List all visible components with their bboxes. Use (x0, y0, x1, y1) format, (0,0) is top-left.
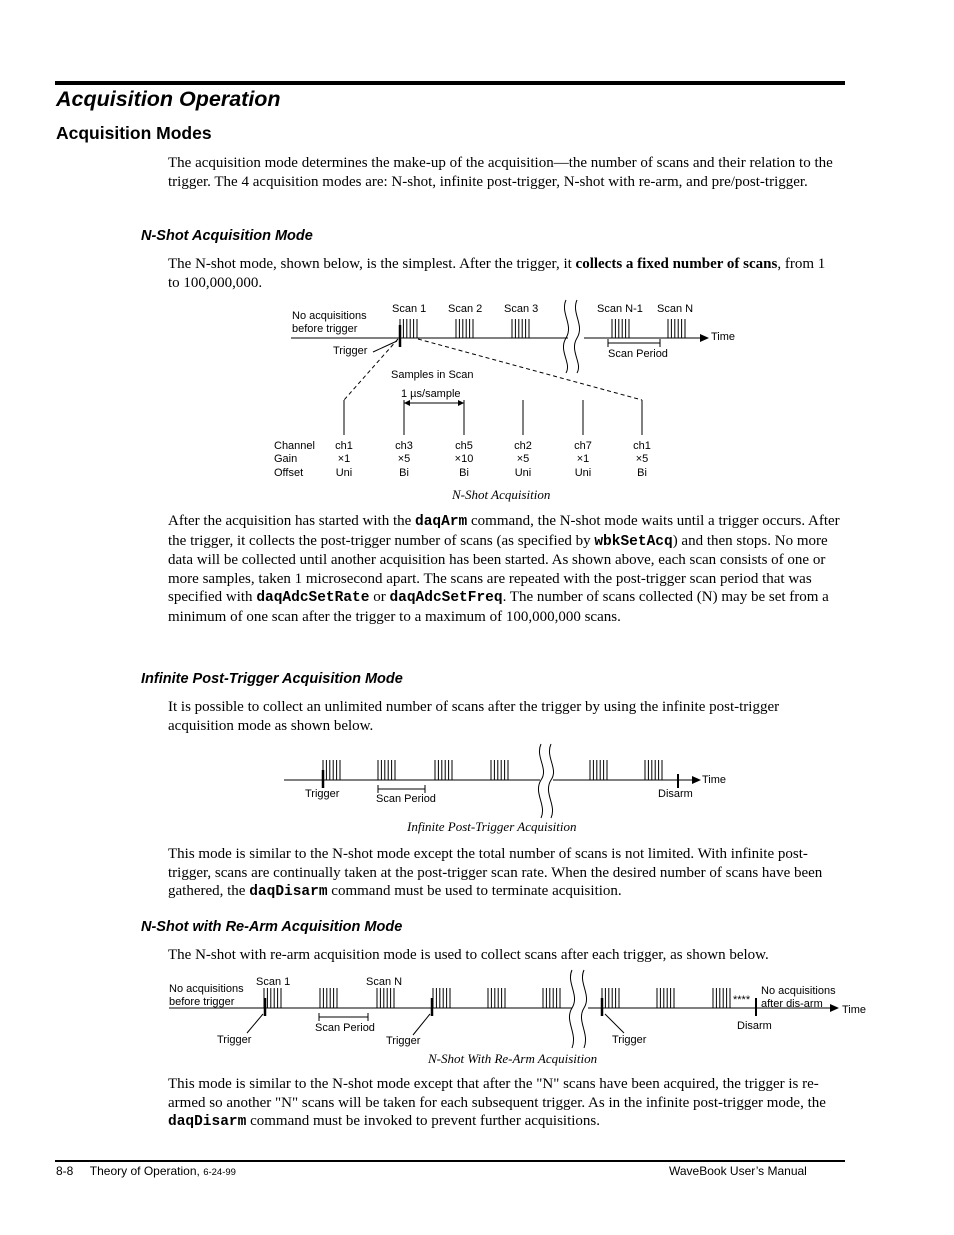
rearm-stars: **** (733, 994, 751, 1006)
channel-3-offset: Bi (459, 467, 469, 479)
infinite-scan-ticks (323, 760, 662, 780)
nshot-paragraph-2 (168, 512, 840, 626)
infinite-p2-t1: This mode is similar to the N-shot mode except the total number of scans is not limited. With infinite post-trigger, scans are continually taken at the post-trigger scan rate. When the desired number of scans have been gathered, the (168, 846, 823, 899)
nshot-scan-n-1: Scan N-1 (597, 303, 643, 315)
rearm-scan-period-label: Scan Period (315, 1022, 375, 1034)
rearm-trigger-label-2: Trigger (386, 1035, 421, 1047)
nshot-p1-text-b: , from 1 to 100,000,000. (168, 256, 826, 291)
rearm-after-disarm-line1: No acquisitions (761, 985, 836, 997)
nshot-p2-t2: command, the N-shot mode waits until a trigger occurs. After the trigger, it collects the post-trigger number of scans (as specified by (168, 513, 840, 549)
code-daqadcsetfreq: daqAdcSetFreq (389, 590, 503, 606)
infinite-paragraph-2 (168, 845, 840, 902)
rearm-time-label: Time (842, 1004, 867, 1016)
infinite-trigger-label: Trigger (305, 788, 340, 800)
infinite-title: Infinite Post-Trigger Acquisition Mode (141, 671, 403, 687)
row-label-gain: Gain (274, 453, 298, 465)
infinite-scan-period-label: Scan Period (376, 793, 436, 805)
channel-4-offset: Uni (514, 467, 532, 479)
nshot-p2-t3: ) and then stops. No more data will be collected until another acquisition has been started. As shown above, each scan consists of one or more samples, taken 1 microsecond apart. The scans are repeated with the post-trigger scan period that was specified with (168, 532, 828, 605)
channel-3-gain: ×10 (454, 453, 474, 465)
nshot-paragraph-1 (168, 255, 840, 292)
nshot-time-label: Time (711, 331, 736, 343)
nshot-samples-label: Samples in Scan (391, 369, 474, 381)
nshot-p2-t5: . The number of scans collected (N) may be set from a minimum of one scan after the trigger to a maximum of 100,000,000 scans. (168, 589, 829, 625)
channel-6-gain: ×5 (635, 453, 649, 465)
channel-1-gain: ×1 (337, 453, 351, 465)
rearm-scan-1: Scan 1 (256, 976, 291, 988)
channel-2-name: ch3 (395, 440, 413, 452)
row-label-offset: Offset (274, 467, 304, 479)
infinite-disarm-label: Disarm (658, 788, 693, 800)
footer-right: WaveBook User’s Manual (669, 1164, 807, 1178)
rearm-p2-t1: This mode is similar to the N-shot mode except that after the "N" scans have been acquired, the trigger is re-armed so another "N" scans will be taken for each subsequent trigger. As in the infinite post-trigger mode, the (168, 1076, 826, 1111)
rearm-paragraph-1: The N-shot with re-arm acquisition mode is used to collect scans after each trigger, as shown below. (168, 947, 769, 963)
channel-1-name: ch1 (335, 440, 353, 452)
rearm-caption: N-Shot With Re-Arm Acquisition (428, 1051, 598, 1066)
rearm-disarm-label: Disarm (737, 1020, 772, 1032)
channel-5-name: ch7 (574, 440, 592, 452)
code-wbksetacq: wbkSetAcq (594, 533, 673, 550)
bottom-rule (55, 1160, 845, 1162)
channel-2-offset: Bi (399, 467, 409, 479)
channel-6-offset: Bi (637, 467, 647, 479)
row-label-channel: Channel (274, 440, 315, 452)
intro-paragraph: The acquisition mode determines the make-up of the acquisition—the number of scans and their relation to the trigger. The 4 acquisition modes are: N-shot, infinite post-trigger, N-shot with re-arm, and pre/post-trigger. (168, 155, 833, 190)
rearm-trigger-label-3: Trigger (612, 1034, 647, 1046)
rearm-title: N-Shot with Re-Arm Acquisition Mode (141, 919, 403, 935)
code-daqarm: daqArm (415, 514, 468, 530)
channel-2-gain: ×5 (397, 453, 411, 465)
nshot-caption: N-Shot Acquisition (452, 487, 551, 502)
nshot-p1-bold: collects a fixed number of scans (575, 256, 778, 272)
rearm-trigger-label-1: Trigger (217, 1034, 252, 1046)
code-daqadcsetrate: daqAdcSetRate (256, 590, 370, 606)
rearm-no-acq-line1: No acquisitions (169, 983, 244, 995)
infinite-paragraph-1: It is possible to collect an unlimited number of scans after the trigger by using the infinite post-trigger acquisition mode as shown below. (168, 699, 780, 734)
nshot-no-acq-line1: No acquisitions (292, 310, 367, 322)
channel-5-gain: ×1 (576, 453, 590, 465)
footer-page-label: 8-8 Theory of Operation, (56, 1164, 204, 1178)
rearm-diagram (0, 968, 954, 1058)
footer-left (56, 1164, 236, 1178)
rearm-after-disarm-line2: after dis-arm (761, 998, 823, 1010)
page-heading: Acquisition Operation (56, 87, 281, 111)
infinite-diagram (0, 740, 954, 820)
nshot-no-acq-line2: before trigger (292, 323, 358, 335)
nshot-diagram (0, 295, 954, 495)
rearm-scan-n: Scan N (366, 976, 403, 988)
channel-4-gain: ×5 (516, 453, 530, 465)
nshot-scan-n: Scan N (657, 303, 694, 315)
rearm-no-acq-line2: before trigger (169, 996, 235, 1008)
nshot-scan-period-label: Scan Period (608, 348, 668, 360)
nshot-p2-t1: After the acquisition has started with the (168, 513, 416, 529)
rearm-p2-t2: command must be invoked to prevent further acquisitions. (246, 1113, 600, 1129)
nshot-scan-2: Scan 2 (448, 303, 483, 315)
rearm-paragraph-2 (168, 1075, 840, 1132)
nshot-sample-rate-label: 1 µs/sample (401, 388, 461, 400)
infinite-time-label: Time (702, 774, 727, 786)
nshot-p2-t4: or (369, 589, 390, 605)
footer-date: 6-24-99 (203, 1167, 236, 1178)
top-rule (55, 81, 845, 85)
code-daqdisarm: daqDisarm (249, 884, 328, 900)
channel-1-offset: Uni (335, 467, 353, 479)
section-title: Acquisition Modes (56, 123, 212, 143)
nshot-scan-3: Scan 3 (504, 303, 539, 315)
nshot-scan-ticks (400, 319, 685, 338)
nshot-title: N-Shot Acquisition Mode (141, 228, 313, 244)
channel-6-name: ch1 (633, 440, 651, 452)
nshot-p1-text-a: The N-shot mode, shown below, is the simplest. After the trigger, it (168, 256, 576, 272)
nshot-scan-1: Scan 1 (392, 303, 427, 315)
infinite-p2-t2: command must be used to terminate acquisition. (327, 883, 622, 899)
channel-5-offset: Uni (574, 467, 592, 479)
rearm-scan-ticks (264, 988, 730, 1008)
nshot-trigger-label: Trigger (333, 345, 368, 357)
infinite-caption: Infinite Post-Trigger Acquisition (407, 819, 577, 834)
code-daqdisarm-2: daqDisarm (168, 1114, 247, 1130)
channel-3-name: ch5 (455, 440, 473, 452)
channel-4-name: ch2 (514, 440, 532, 452)
